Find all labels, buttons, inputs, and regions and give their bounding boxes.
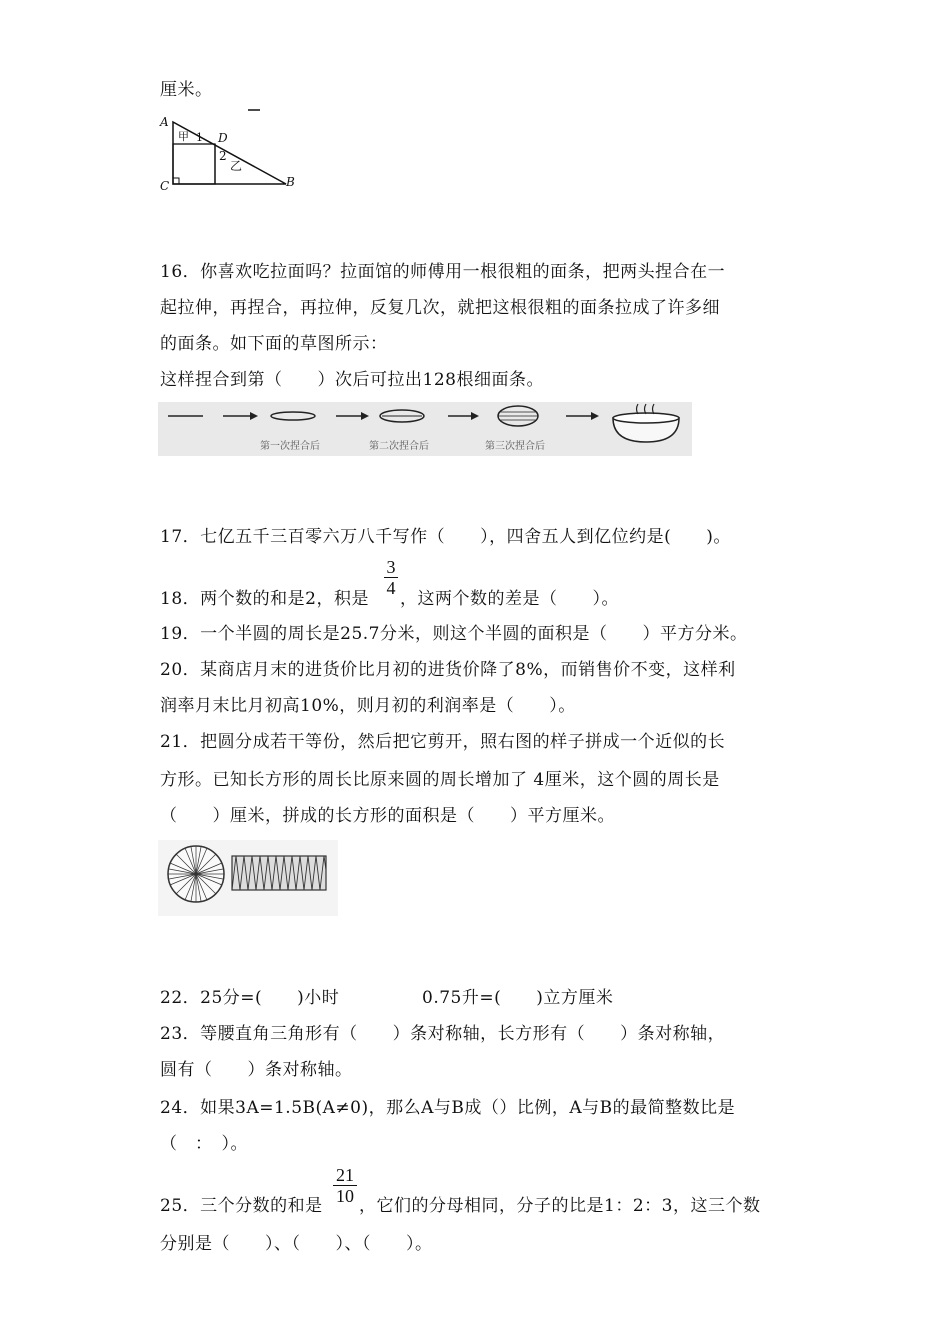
divided-circle-icon — [168, 846, 224, 902]
q16-line2: 起拉伸，再捏合，再拉伸，反复几次，就把这根很粗的面条拉成了许多细 — [160, 298, 720, 318]
q22-part-b: 0.75升=( )立方厘米 — [422, 988, 614, 1008]
q20-line1: 20．某商店月末的进货价比月初的进货价降了8%，而销售价不变，这样利 — [160, 660, 736, 680]
circle-rectangle-figure — [158, 840, 338, 916]
label-2: 2 — [219, 149, 227, 163]
q17: 17．七亿五千三百零六万八千写作（ ），四舍五人到亿位约是( )。 — [160, 527, 731, 547]
label-d: D — [218, 131, 228, 145]
noodle-label-2: 第二次捏合后 — [369, 441, 429, 452]
label-b: B — [286, 175, 295, 189]
q25-line2: 分别是（ ）、（ ）、（ ）。 — [160, 1234, 433, 1254]
noodle-figure — [158, 402, 692, 456]
q16-line3: 的面条。如下面的草图所示： — [160, 334, 388, 354]
q25-after: ，它们的分母相同，分子的比是1：2：3，这三个数 — [359, 1196, 761, 1216]
q24-line2: （ ： ）。 — [160, 1134, 248, 1154]
q18-numerator: 3 — [386, 557, 396, 577]
q20-line2: 润率月末比月初高10%，则月初的利润率是（ ）。 — [160, 696, 576, 716]
q25-before: 25．三个分数的和是 — [160, 1196, 323, 1216]
q15-tail: 厘米。 — [160, 80, 213, 100]
label-c: C — [160, 179, 170, 193]
q18-denominator: 4 — [386, 578, 396, 598]
label-a: A — [160, 115, 169, 129]
q18-after: ，这两个数的差是（ ）。 — [400, 589, 619, 609]
triangle-abc — [173, 122, 286, 184]
label-jia: 甲 — [178, 130, 189, 143]
q16-line4: 这样捏合到第（ ）次后可拉出128根细面条。 — [160, 370, 544, 390]
q19: 19．一个半圆的周长是25.7分米，则这个半圆的面积是（ ）平方分米。 — [160, 624, 748, 644]
triangle-figure — [158, 102, 303, 194]
noodle-label-1: 第一次捏合后 — [260, 441, 320, 452]
q21-line2: 方形。已知长方形的周长比原来圆的周长增加了 4厘米，这个圆的周长是 — [160, 770, 720, 790]
q18-before: 18．两个数的和是2，积是 — [160, 589, 369, 609]
noodle-label-3: 第三次捏合后 — [485, 441, 545, 452]
q25-denominator: 10 — [336, 1186, 354, 1206]
q23-line2: 圆有（ ）条对称轴。 — [160, 1060, 353, 1080]
q16-line1: 16．你喜欢吃拉面吗？拉面馆的师傅用一根很粗的面条，把两头捏合在一 — [160, 262, 726, 282]
q22-part-a: 22．25分=( )小时 — [160, 988, 340, 1008]
q18-fraction — [384, 557, 398, 598]
q21-line1: 21．把圆分成若干等份，然后把它剪开，照右图的样子拼成一个近似的长 — [160, 732, 726, 752]
q23-line1: 23．等腰直角三角形有（ ）条对称轴，长方形有（ ）条对称轴， — [160, 1024, 726, 1044]
q24-line1: 24．如果3A=1.5B(A≠0)，那么A与B成（）比例，A与B的最简整数比是 — [160, 1098, 736, 1118]
label-1: 1 — [196, 131, 203, 144]
label-yi: 乙 — [230, 159, 243, 173]
q25-fraction — [333, 1165, 357, 1206]
approx-rectangle-icon — [232, 856, 326, 890]
q25-numerator: 21 — [336, 1165, 354, 1185]
q21-line3: （ ）厘米，拼成的长方形的面积是（ ）平方厘米。 — [160, 806, 615, 826]
